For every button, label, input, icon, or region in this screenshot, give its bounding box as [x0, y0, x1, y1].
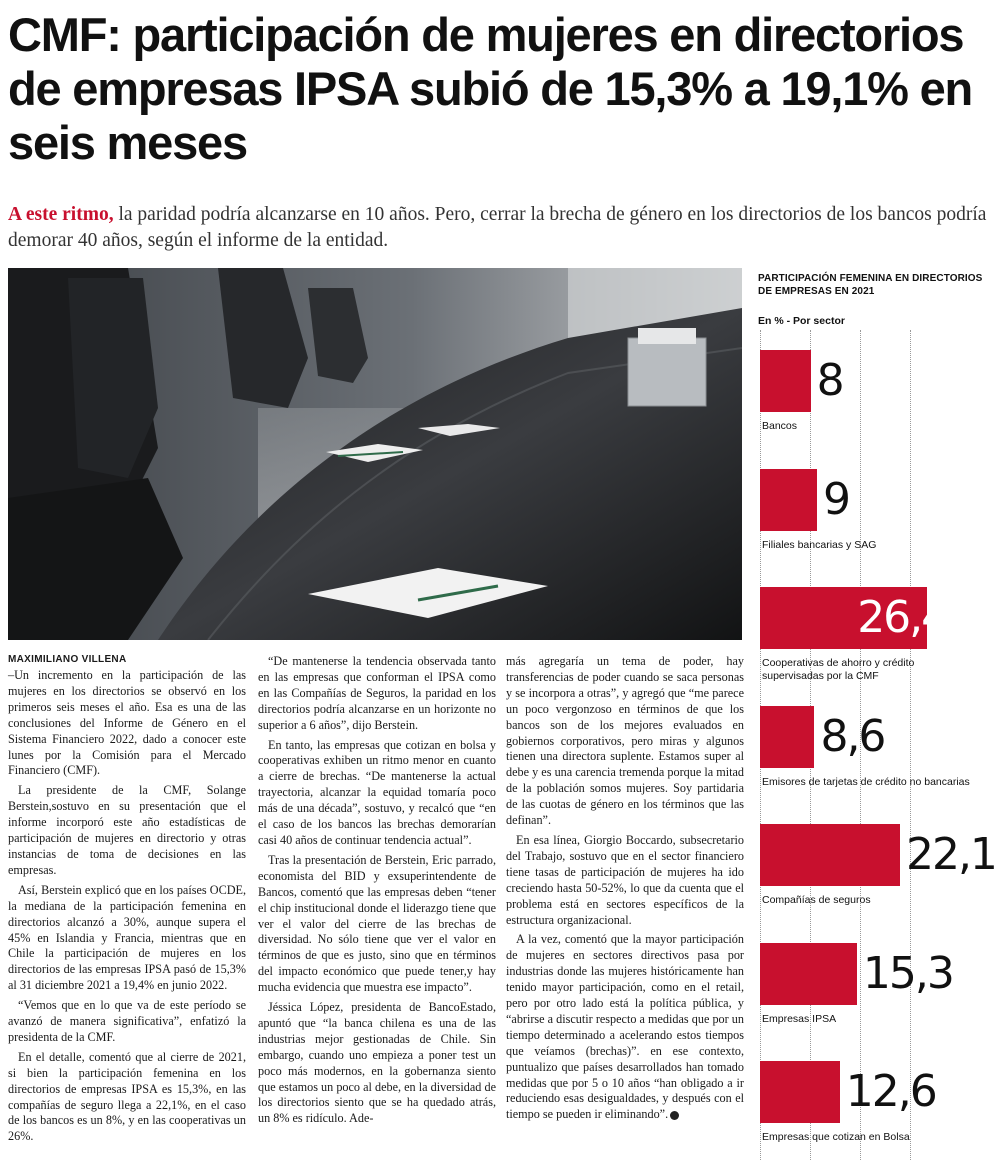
paragraph: Así, Berstein explicó que en los países OCDE, la mediana de la participación femenina en directorios alcanzó a 30%, aunque supera el 45% en Islandia y Francia, mientras que en Chile la participación de mujeres en los directorios de las empresas IPSA pasó de 15,3% al 31 diciembre 2021 a 19,4% en junio 2022. [8, 882, 246, 993]
article-column-2 [258, 654, 496, 1131]
deck-lead: A este ritmo, [8, 204, 114, 225]
paragraph: En tanto, las empresas que cotizan en bolsa y cooperativas exhiben un ritmo menor en cuanto a cierre de brechas. “De mantenerse la actual trayectoria, alcanzar la equidad tomaría poco más de una década”, sostuvo, y recalcó que “en el caso de los bancos las brechas demorarían casi 40 años de continuar tendencia actual”. [258, 737, 496, 847]
chart-value-label: 8 [816, 355, 843, 406]
end-of-article-icon [670, 1111, 679, 1120]
paragraph: En esa línea, Giorgio Boccardo, subsecretario del Trabajo, sostuvo que en el sector financiero tiene tasas de participación de mujeres ha ido creciendo hasta 50-52%, lo que da cuenta que el problema está en sectores específicos de la estructura organizacional. [506, 832, 744, 927]
byline: MAXIMILIANO VILLENA [8, 654, 127, 665]
chart-bar [760, 706, 814, 768]
headline: CMF: participación de mujeres en directorios de empresas IPSA subió de 15,3% a 19,1% en seis meses [8, 8, 973, 169]
paragraph: –Un incremento en la participación de las mujeres en los directorios se observó en los primeros seis meses el año. Esa es una de las conclusiones del Informe de Género en el Sistema Financiero 2022, dado a conocer este lunes por la Comisión para el Mercado Financiero (CMF). [8, 668, 246, 778]
chart-category-label: Compañías de seguros [762, 894, 871, 906]
chart-value-label: 26,4 [857, 592, 948, 643]
deck [8, 202, 993, 254]
chart-value-label: 9 [823, 473, 849, 525]
chart-category-label: Bancos [762, 420, 798, 432]
chart-value-label: 8,6 [820, 710, 885, 762]
paragraph: “De mantenerse la tendencia observada tanto en las empresas que conforman el IPSA como en las Compañías de Seguros, la paridad en los directorios podría alcanzarse en un horizonte no superior a 6 años”, dijo Berstein. [258, 654, 496, 732]
paragraph: La presidente de la CMF, Solange Berstein,sostuvo en su presentación que el informe incorporó este año estadísticas de participación de mujeres en directorio y otras instancias de toma de decisiones en las empresas. [8, 783, 246, 877]
paragraph: más agregaría un tema de poder, hay transferencias de poder cuando se saca personas y se incorpora a otras”, y agregó que “me parece un poco vergonzoso en términos de que los bancos son de los mejores evaluados en gobiernos corporativos, pero miras y algunos tienen una directora suplente. Estamos super al debe y es una carencia tremenda porque la mitad de la población somos mujeres. Soy partidaria de las cuotas de género en los términos que las definan”. [506, 654, 744, 828]
chart-category-label: Filiales bancarias y SAG [762, 538, 877, 551]
chart-subtitle: En % - Por sector [758, 315, 845, 327]
chart-category-label: Empresas que cotizan en Bolsa [762, 1131, 910, 1143]
chart-category-label: Emisores de tarjetas de crédito no bancarias [762, 775, 970, 788]
paragraph: “Vemos que en lo que va de este período se avanzó de manera significativa”, enfatizó la presidenta de la CMF. [8, 998, 246, 1044]
chart-bar [760, 1061, 840, 1123]
paragraph: Jéssica López, presidenta de BancoEstado, apuntó que “la banca chilena es una de las industrias mejor gestionadas de Chile. Sin embargo, cuando uno empieza a poner test un poco más modernos, en la gobernanza siento que estamos un poco al debe, en la diversidad de los directorios siento que se ha quedado atrás, un 8% es ridículo. Ade- [258, 1000, 496, 1126]
paragraph [506, 932, 744, 1123]
chart-bar [760, 350, 811, 412]
bar-chart [755, 330, 995, 1160]
deck-text: la paridad podría alcanzarse en 10 años. Pero, cerrar la brecha de género en los directorios de los bancos podría demorar 40 años, según el informe de la entidad. [8, 204, 987, 251]
paragraph-text: A la vez, comentó que la mayor participación de mujeres en sectores directivos pasa por industrias donde las mujeres históricamente han tenido mayor participación, como en el retail, pero por otro lado está la política pública, y “abrirse a discutir respecto a medidas que por un tiempo determinado a acelerando estos tiempos que veíamos (brechas)”. en ese contexto, puntualizo que países desarrollados han tomado medidas que por 5 o 10 años “han obligado a ir reduciendo esas desigualdades, y después con el tiempo se pueden ir eliminando”. [506, 932, 744, 1122]
chart-value-label: 22,1 [905, 829, 996, 880]
paragraph: En el detalle, comentó que al cierre de 2021, si bien la participación femenina en los directorios de empresas IPSA es 15,3%, en las compañías de seguro llega a 22,1%, en el caso de los bancos es un 8%, y en las cooperativas un 26%. [8, 1049, 246, 1144]
paragraph: Tras la presentación de Berstein, Eric parrado, economista del BID y exsuperintendente de Bancos, comentó que las empresas deben “tener el chip institucional donde el liderazgo tiene que ver el valor del cierre de las brechas de diversidad. No sólo tiene que ver el valor en términos de que es justo, sino que en términos del impacto económico que puede tener,y hay mucha evidencia que muestra ese impacto”. [258, 852, 496, 995]
chart-bar [760, 824, 900, 886]
article-column-1 [8, 668, 246, 1149]
chart-gridline [910, 330, 911, 1160]
article-column-3 [506, 654, 744, 1127]
boardroom-photo [8, 268, 742, 640]
chart-category-label: Empresas IPSA [762, 1012, 837, 1025]
chart-category-label: Cooperativas de ahorro y crédito supervisadas por la CMF [762, 657, 915, 682]
chart-value-label: 15,3 [862, 947, 953, 999]
chart-bar [760, 943, 857, 1005]
chart-value-label: 12,6 [845, 1066, 936, 1117]
chart-title: PARTICIPACIÓN FEMENINA EN DIRECTORIOS DE EMPRESAS EN 2021 [758, 273, 983, 297]
chart-bar [760, 469, 817, 531]
